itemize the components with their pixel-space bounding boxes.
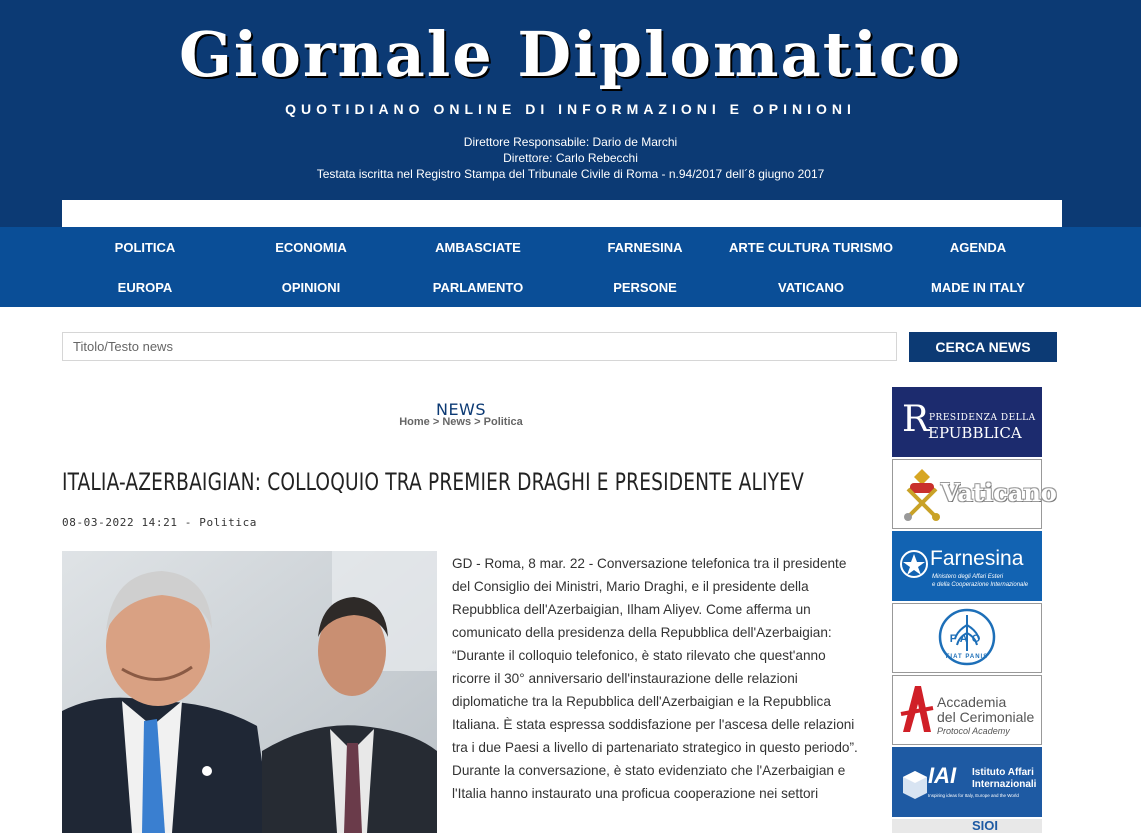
breadcrumb-politica[interactable]: Politica [483,416,523,428]
masthead-divider [62,200,1062,227]
fao-letters: FAO [949,633,985,645]
breadcrumb-home[interactable]: Home [399,416,430,428]
masthead-edge-right [1062,200,1141,227]
farnesina-title: Farnesina [930,547,1024,570]
banner-sioi[interactable] [892,819,1042,833]
vatican-keys-icon [900,465,944,525]
farnesina-sub2: e della Cooperazione Internazionale [932,582,1029,588]
search-button[interactable]: CERCA NEWS [909,332,1057,362]
iai-line2: Internazionali [972,779,1037,790]
banner-accademia-cerimoniale[interactable] [892,675,1042,745]
breadcrumb-separator: > [429,416,443,428]
accademia-line3: Protocol Academy [937,726,1010,736]
nav-vaticano[interactable]: VATICANO [778,280,844,295]
nav-opinioni[interactable]: OPINIONI [281,280,341,295]
article-meta: 08-03-2022 14:21 - Politica [62,516,258,529]
banner-farnesina[interactable] [892,531,1042,601]
article-paragraph: Durante la conversazione, è stato evidenziato che l'Azerbaigian e l'Italia hanno instaurato una proficua cooperazione nei settori [452,763,846,801]
iai-cube-icon [901,769,929,801]
vaticano-label: Vaticano [941,478,1057,507]
banner-presidenza-repubblica[interactable] [892,387,1042,457]
presidenza-initial: R [902,399,930,440]
fao-motto: FIAT PANIS [945,654,989,660]
nav-farnesina[interactable]: FARNESINA [607,240,683,255]
iai-line1: Istituto Affari [972,767,1034,778]
article-headline: ITALIA-AZERBAIGIAN: COLLOQUIO TRA PREMIER DRAGHI E PRESIDENTE ALIYEV [62,468,804,496]
nav-arte-cultura-turismo[interactable]: ARTE CULTURA TURISMO [729,240,893,255]
nav-europa[interactable]: EUROPA [117,280,173,295]
nav-parlamento[interactable]: PARLAMENTO [432,280,524,295]
banner-iai[interactable] [892,747,1042,817]
section-title: NEWS [435,400,487,419]
nav-politica[interactable]: POLITICA [114,240,176,255]
site-tagline: QUOTIDIANO ONLINE DI INFORMAZIONI E OPINIONI [285,101,856,117]
article-paragraph: GD - Roma, 8 mar. 22 - Conversazione telefonica tra il presidente del Consiglio dei Ministri, Mario Draghi, e il presidente della Repubblica dell'Azerbaigian, Ilham Aliyev. Come afferma un comunicato della presidenza della Repubblica dell'Azerbaigian: “Durante il colloquio telefonico, è stato rilevato che quest'anno ricorre il 30° anniversario dell'instaurazione delle relazioni diplomatiche tra la Repubblica dell'Azerbaigian e la Repubblica Italiana. È stata espressa soddisfazione per l'ascesa delle relazioni tra i due Paesi a livello di partenariato strategico in questo periodo”. [452,556,858,755]
farnesina-sub1: Ministero degli Affari Esteri [932,574,1004,580]
credit-line-registration: Testata iscritta nel Registro Stampa del Tribunale Civile di Roma - n.94/2017 dell´8 giugno 2017 [316,167,825,181]
article-body [452,552,862,805]
sioi-label: SIOI [972,818,999,833]
breadcrumb-news[interactable]: News [442,416,472,428]
site-logo[interactable]: Giornale Diplomatico [178,18,962,91]
accademia-line1: Accademia [937,694,1007,710]
masthead-edge-left [0,200,62,227]
banner-fao[interactable] [892,603,1042,673]
article-photo [62,551,437,833]
main-nav [0,227,1141,307]
photo-illustration [62,551,437,833]
italian-emblem-icon [899,549,929,579]
nav-made-in-italy[interactable]: MADE IN ITALY [931,280,1025,295]
breadcrumb [0,416,922,428]
credit-line-director: Direttore: Carlo Rebecchi [503,151,638,165]
presidenza-line1: PRESIDENZA DELLA [929,413,1036,423]
credit-line-editor: Direttore Responsabile: Dario de Marchi [463,135,678,149]
nav-economia[interactable]: ECONOMIA [275,240,347,255]
iai-logo: IAI [928,763,957,788]
iai-line3: Inspiring ideas for Italy, Europe and the World [928,793,1019,798]
presidenza-line2: EPUBBLICA [928,424,1022,442]
banner-vaticano[interactable] [892,459,1057,529]
accademia-logo-icon [899,684,933,734]
nav-ambasciate[interactable]: AMBASCIATE [435,240,521,255]
masthead [0,0,1141,200]
search-input[interactable] [62,332,897,361]
accademia-line2: del Cerimoniale [937,709,1035,725]
breadcrumb-separator: > [471,416,484,428]
nav-agenda[interactable]: AGENDA [949,240,1007,255]
nav-persone[interactable]: PERSONE [613,280,677,295]
